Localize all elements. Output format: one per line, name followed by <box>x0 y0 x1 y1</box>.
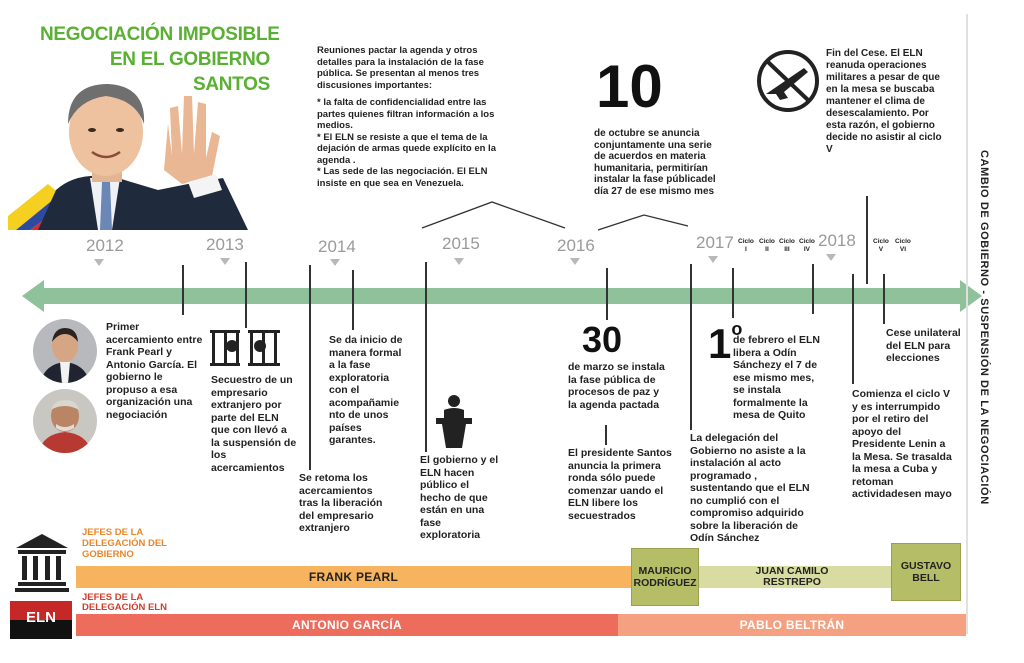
retoma-text: Se retoma los acercamientos tras la liberación del empresario extranjero <box>299 472 383 534</box>
cese-unilateral-text: Cese unilateral del ELN para elecciones <box>886 327 961 364</box>
podium-icon <box>434 394 474 448</box>
title-line-2: EN EL GOBIERNO <box>109 49 270 70</box>
mauricio-rodriguez-box: MAURICIO RODRÍGUEZ <box>631 548 699 606</box>
year-2016: 2016 <box>557 236 595 255</box>
pablo-beltran-bar: PABLO BELTRÁN <box>618 614 966 636</box>
ciclo-3-label: Ciclo III <box>779 238 795 253</box>
connector-line <box>182 265 184 315</box>
connector-line <box>309 265 311 470</box>
eln-logo: ELN <box>10 601 72 639</box>
title-line-3: SANTOS <box>192 74 270 95</box>
year-marker <box>330 259 340 266</box>
side-label: CAMBIO DE GOBIERNO - SUSPENSIÓN DE LA NEGOCIACIÓN <box>978 150 990 505</box>
connector-line <box>866 196 868 284</box>
delegacion-no-asiste-text: La delegación del Gobierno no asiste a la instalación al acto programado , sustentando que el ELN no cumplió con el compromiso adquirido sobre la liberación de Odín Sánchez <box>690 432 810 544</box>
ciclo-6-label: Ciclo VI <box>895 238 911 253</box>
year-marker <box>220 258 230 265</box>
connector-line <box>245 262 247 328</box>
secuestro-text: Secuestro de un empresario extranjero por parte del ELN que con llevó a la suspensión de los acercamientos <box>211 374 297 474</box>
eln-delegation-label: JEFES DE LA DELEGACIÓN ELN <box>82 592 167 613</box>
ciclo-4-label: Ciclo IV <box>799 238 815 253</box>
one-number: 1$^o$ <box>708 319 743 367</box>
connector-line <box>606 268 608 320</box>
connector-line <box>605 425 607 445</box>
thirty-march-text: de marzo se instala la fase pública de procesos de paz y la agenda pactada <box>568 361 665 411</box>
ciclo-1-label: Ciclo I <box>738 238 754 253</box>
connector-line <box>425 262 427 452</box>
side-divider <box>966 14 968 634</box>
connector-line <box>812 264 814 314</box>
santos-portrait <box>8 66 253 230</box>
year-2012: 2012 <box>86 236 124 255</box>
frank-pearl-portrait <box>32 318 98 384</box>
ten-bracket <box>596 212 692 232</box>
primer-acercamiento-text: Primer acercamiento entre Frank Pearl y Antonio García. El gobierno le propuso a esa organización una negociación <box>106 321 203 421</box>
year-marker <box>94 259 104 266</box>
government-building-icon <box>14 532 70 592</box>
year-marker <box>570 258 580 265</box>
connector-line <box>352 270 354 330</box>
year-2013: 2013 <box>206 235 244 254</box>
antonio-garcia-portrait <box>32 388 98 454</box>
connector-line <box>732 268 734 318</box>
prison-bars-icon <box>210 328 282 368</box>
connector-line <box>690 264 692 430</box>
year-2014: 2014 <box>318 237 356 256</box>
year-marker <box>454 258 464 265</box>
year-2017: 2017 <box>696 233 734 252</box>
ten-october-text: de octubre se anuncia conjuntamente una serie de acuerdos en materia humanitaria, permitirían instalar la fase públicadel día 27 de ese mismo mes <box>594 128 716 197</box>
timeline-arrow <box>22 278 984 314</box>
juan-camilo-restrepo-label: JUAN CAMILO RESTREPO <box>755 565 829 588</box>
frank-pearl-bar: FRANK PEARL <box>76 566 631 588</box>
thirty-number: 30 <box>582 319 623 360</box>
ciclo-2-label: Ciclo II <box>759 238 775 253</box>
ten-number: 10 <box>596 53 663 120</box>
year-2015: 2015 <box>442 234 480 253</box>
connector-line <box>883 274 885 324</box>
year-marker <box>826 254 836 261</box>
antonio-garcia-bar: ANTONIO GARCÍA <box>76 614 618 636</box>
inicio-fase-text: Se da inicio de manera formal a la fase exploratoria con el acompañamie nto de unos países garantes. <box>329 334 403 446</box>
ciclo-5-label: Ciclo V <box>873 238 889 253</box>
year-2018: 2018 <box>818 231 856 250</box>
fin-cese-text: Fin del Cese. El ELN reanuda operaciones militares a pesar de que en la mesa se buscaba mantener el clima de desescalamiento. Por esta razón, el gobierno decide no asistir al ciclo V <box>826 48 942 155</box>
connector-line <box>852 274 854 384</box>
year-marker <box>708 256 718 263</box>
reuniones-bracket <box>420 198 570 234</box>
no-weapons-icon <box>754 48 822 114</box>
title-line-1: NEGOCIACIÓN IMPOSIBLE <box>40 24 280 45</box>
reuniones-text: Reuniones pactar la agenda y otros detalles para la instalación de la fase pública. Se presentan al menos tres discusiones importantes: * la falta de confidencialidad entre las partes quienes filtran información a los medios. * El ELN se resiste a que el tema de la dejación de armas quede explícito en la agenda . * Las sede de las negociación. El ELN insiste en que sea en Venezuela. <box>317 45 496 189</box>
gov-delegation-label: JEFES DE LA DELEGACIÓN DEL GOBIERNO <box>82 527 167 560</box>
fase-exploratoria-text: El gobierno y el ELN hacen público el hecho de que están en una fase exploratoria <box>420 454 499 541</box>
presidente-santos-text: El presidente Santos anuncia la primera ronda sólo puede comenzar uando el ELN libere los secuestrados <box>568 447 672 522</box>
comienza-ciclo-v-text: Comienza el ciclo V y es interrumpido por el retiro del apoyo del Presidente Lenin a la Mesa. Se trasalda la mesa a Cuba y retoman actividadesen mayo <box>852 388 952 500</box>
gustavo-bell-box: GUSTAVO BELL <box>891 543 961 601</box>
one-february-text: de febrero el ELN libera a Odín Sánchezy el 7 de ese mismo mes, se instala formalmente la mesa de Quito <box>733 334 820 421</box>
